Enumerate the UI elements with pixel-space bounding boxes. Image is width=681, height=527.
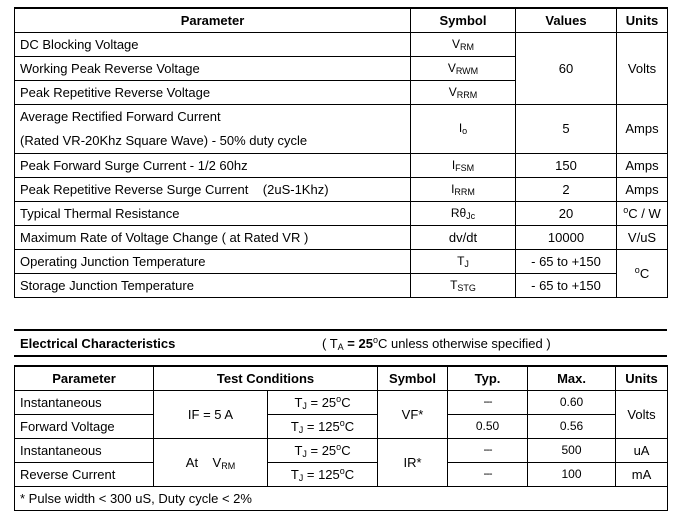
temp-eq: = 125 [303,466,340,482]
symbol-text: T [450,277,458,292]
temp-prefix: T [294,442,303,458]
typ-cell: --- [448,438,528,462]
header-test-conditions: Test Conditions [154,366,378,390]
symbol-cell [411,153,516,177]
temp-sub: J [298,424,304,435]
value-cell: 20 [516,201,617,225]
footnote: * Pulse width < 300 uS, Duty cycle < 2% [15,486,668,510]
table-row [15,225,668,249]
table-row [15,249,668,273]
header-units: Units [616,366,668,390]
unit-cell: Amps [617,104,668,153]
electrical-title: Electrical Characteristics [20,336,176,351]
symbol-cell [411,56,516,80]
table-row [15,414,668,438]
symbol-subscript: RRM [456,89,478,100]
symbol-cell [411,249,516,273]
value-cell: 150 [516,153,617,177]
degree-sup: o [372,335,378,345]
param-cell: Peak Repetitive Reverse Surge Current (2uS-1Khz) [15,177,411,201]
unit-text: C / W [628,205,661,221]
value-cell: 60 [516,32,617,104]
table-row [15,201,668,225]
symbol-text: I [451,181,455,196]
value-cell: 2 [516,177,617,201]
header-max: Max. [528,366,616,390]
temp-eq: = 125 [303,418,340,434]
max-cell: 0.60 [528,390,616,414]
param-line-1: Average Rectified Forward Current [20,108,221,124]
table-row [15,153,668,177]
temp-sub: J [302,448,307,459]
temp-prefix: T [290,466,299,482]
symbol-cell [411,104,516,153]
table-row [15,273,668,297]
header-symbol: Symbol [378,366,448,390]
header-symbol: Symbol [411,8,516,32]
degree-sup: o [634,264,640,275]
param-cell: Forward Voltage [15,414,154,438]
symbol-text: I [451,157,456,172]
param-cell: Peak Forward Surge Current - 1/2 60hz [15,153,411,177]
value-cell: 5 [516,104,617,153]
symbol-cell [411,80,516,104]
temp-sub: J [298,472,304,483]
degree-sup: o [339,417,345,428]
temp-prefix: T [290,418,299,434]
temp-unit: C [341,442,351,458]
unit-cell: Amps [617,153,668,177]
cond-sub: A [337,342,344,352]
ratings-header-row [15,8,668,32]
symbol-text: V [448,84,457,99]
electrical-header-row [15,366,668,390]
symbol-subscript: FSM [455,162,475,173]
unit-cell: V/uS [617,225,668,249]
degree-sup: o [339,465,345,476]
typ-cell: --- [448,390,528,414]
temp-unit: C [344,466,355,482]
typ-cell: --- [448,462,528,486]
table-row [15,104,668,153]
unit-cell [617,201,668,225]
temp-prefix: T [294,394,303,410]
value-cell: - 65 to +150 [516,249,617,273]
symbol-cell [411,273,516,297]
ratings-table [14,7,668,298]
symbol-subscript: RRM [454,186,475,197]
symbol-text: T [457,253,465,268]
table-row [15,390,668,414]
symbol-cell [411,32,516,56]
param-cell: Peak Repetitive Reverse Voltage [15,80,411,104]
symbol-subscript: Jc [466,210,476,221]
table-row [15,177,668,201]
symbol-cell: VF* [378,390,448,438]
param-cell: Storage Junction Temperature [15,273,411,297]
table-row [15,462,668,486]
temp-cell [268,438,378,462]
electrical-conditions [322,336,551,351]
symbol-cell [411,201,516,225]
unit-cell [617,249,668,297]
header-values: Values [516,8,617,32]
temp-eq: = 25 [306,442,337,458]
symbol-subscript: RWM [455,65,479,76]
symbol-subscript: o [462,126,468,136]
param-cell: DC Blocking Voltage [15,32,411,56]
symbol-cell: IR* [378,438,448,486]
cond-prefix: ( T [322,336,338,351]
header-parameter: Parameter [15,8,411,32]
value-cell: - 65 to +150 [516,273,617,297]
symbol-cell [411,177,516,201]
unit-cell: Volts [617,32,668,104]
value-cell: 10000 [516,225,617,249]
cond-sub: RM [221,460,236,471]
symbol-text: Rθ [450,205,467,220]
temp-unit: C [344,418,355,434]
temp-cell [268,462,378,486]
electrical-header [14,329,667,357]
header-units: Units [617,8,668,32]
degree-sup: o [623,204,629,215]
unit-cell: Amps [617,177,668,201]
symbol-text: V [447,60,456,75]
symbol-subscript: STG [457,282,476,293]
max-cell: 0.56 [528,414,616,438]
footnote-row [15,486,668,510]
temp-eq: = 25 [306,394,337,410]
symbol-text: I [458,121,463,135]
degree-sup: o [336,393,342,404]
table-row [15,32,668,56]
param-cell: Maximum Rate of Voltage Change ( at Rated VR ) [15,225,411,249]
electrical-table [14,365,668,511]
typ-cell: 0.50 [448,414,528,438]
temp-unit: C [341,394,351,410]
cond-rest: C unless otherwise specified ) [377,336,551,351]
max-cell: 100 [528,462,616,486]
unit-cell: mA [616,462,668,486]
temp-sub: J [302,400,307,411]
condition-cell [154,438,268,486]
header-typ: Typ. [448,366,528,390]
temp-cell [268,414,378,438]
unit-cell: uA [616,438,668,462]
param-cell: Working Peak Reverse Voltage [15,56,411,80]
symbol-text: V [451,36,460,51]
temp-cell [268,390,378,414]
symbol-subscript: RM [460,41,474,52]
param-line-2: (Rated VR-20Khz Square Wave) - 50% duty cycle [20,132,308,148]
condition-cell: IF = 5 A [154,390,268,438]
cond-prefix: At V [185,454,222,470]
table-row [15,438,668,462]
symbol-subscript: J [464,258,469,269]
unit-text: C [639,265,650,281]
param-cell [15,104,411,153]
param-cell: Operating Junction Temperature [15,249,411,273]
param-cell: Reverse Current [15,462,154,486]
cond-eq: = 25 [343,336,373,351]
param-cell: Instantaneous [15,438,154,462]
degree-sup: o [336,441,342,452]
max-cell: 500 [528,438,616,462]
unit-cell: Volts [616,390,668,438]
header-parameter: Parameter [15,366,154,390]
param-cell: Typical Thermal Resistance [15,201,411,225]
symbol-cell: dv/dt [411,225,516,249]
param-cell: Instantaneous [15,390,154,414]
